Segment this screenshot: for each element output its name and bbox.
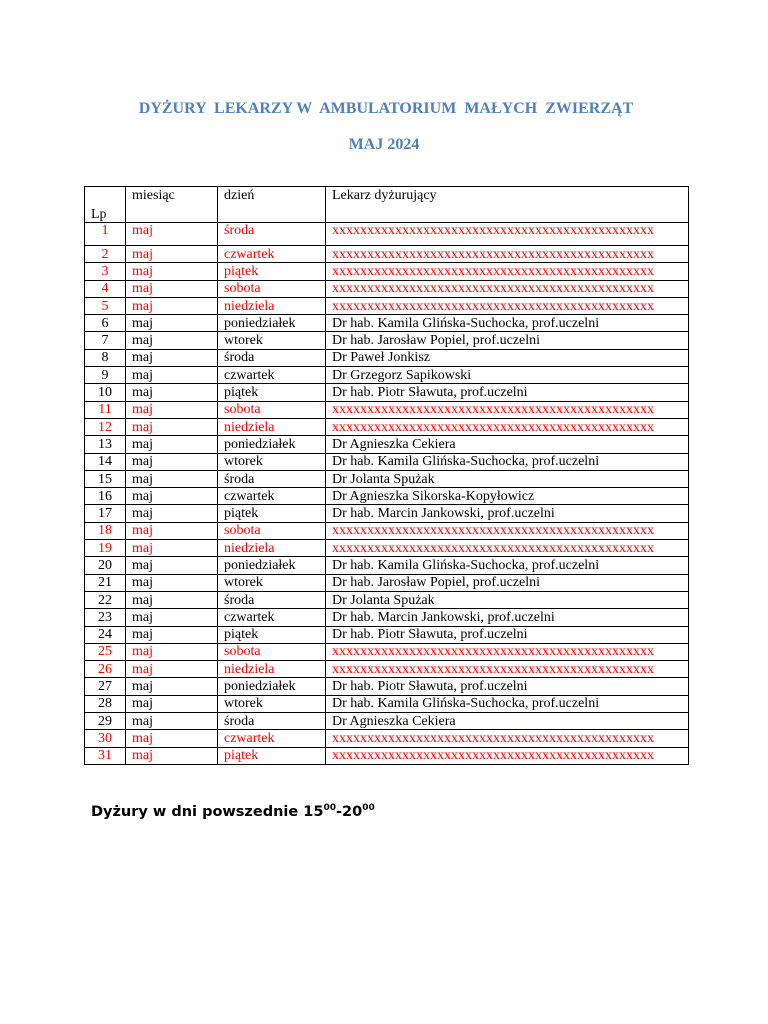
cell-month: maj xyxy=(126,263,218,280)
cell-doctor: Dr Paweł Jonkisz xyxy=(326,349,689,366)
cell-doctor: Dr hab. Piotr Sławuta, prof.uczelni xyxy=(326,626,689,643)
cell-doctor: Dr hab. Jarosław Popiel, prof.uczelni xyxy=(326,574,689,591)
cell-day: wtorek xyxy=(218,574,326,591)
cell-lp: 7 xyxy=(85,332,126,349)
table-row xyxy=(85,488,689,505)
cell-doctor: xxxxxxxxxxxxxxxxxxxxxxxxxxxxxxxxxxxxxxxxxxxxxx xyxy=(326,223,689,246)
cell-lp: 29 xyxy=(85,713,126,730)
cell-lp: 16 xyxy=(85,488,126,505)
hours-prefix: Dyżury w dni powszednie 15 xyxy=(91,804,324,820)
cell-day: wtorek xyxy=(218,695,326,712)
cell-doctor: xxxxxxxxxxxxxxxxxxxxxxxxxxxxxxxxxxxxxxxxxxxxxx xyxy=(326,522,689,539)
cell-lp: 30 xyxy=(85,730,126,747)
table-row xyxy=(85,505,689,522)
cell-day: poniedziałek xyxy=(218,557,326,574)
cell-day: środa xyxy=(218,349,326,366)
cell-doctor: Dr hab. Kamila Glińska-Suchocka, prof.uczelni xyxy=(326,695,689,712)
cell-doctor: xxxxxxxxxxxxxxxxxxxxxxxxxxxxxxxxxxxxxxxxxxxxxx xyxy=(326,661,689,678)
cell-doctor: xxxxxxxxxxxxxxxxxxxxxxxxxxxxxxxxxxxxxxxxxxxxxx xyxy=(326,246,689,263)
cell-day: niedziela xyxy=(218,661,326,678)
cell-month: maj xyxy=(126,280,218,297)
cell-month: maj xyxy=(126,695,218,712)
cell-month: maj xyxy=(126,436,218,453)
cell-lp: 22 xyxy=(85,591,126,608)
cell-doctor: Dr hab. Jarosław Popiel, prof.uczelni xyxy=(326,332,689,349)
cell-month: maj xyxy=(126,367,218,384)
cell-day: czwartek xyxy=(218,367,326,384)
cell-day: czwartek xyxy=(218,246,326,263)
cell-month: maj xyxy=(126,609,218,626)
cell-lp: 13 xyxy=(85,436,126,453)
table-row xyxy=(85,661,689,678)
cell-lp: 15 xyxy=(85,470,126,487)
table-row xyxy=(85,557,689,574)
weekday-hours-note xyxy=(91,804,375,820)
cell-lp: 31 xyxy=(85,747,126,764)
cell-doctor: xxxxxxxxxxxxxxxxxxxxxxxxxxxxxxxxxxxxxxxxxxxxxx xyxy=(326,540,689,557)
cell-lp: 11 xyxy=(85,401,126,418)
cell-month: maj xyxy=(126,488,218,505)
cell-lp: 17 xyxy=(85,505,126,522)
cell-doctor: Dr hab. Marcin Jankowski, prof.uczelni xyxy=(326,609,689,626)
cell-month: maj xyxy=(126,401,218,418)
header-month: miesiąc xyxy=(126,187,218,223)
cell-day: niedziela xyxy=(218,418,326,435)
table-row xyxy=(85,522,689,539)
cell-doctor: xxxxxxxxxxxxxxxxxxxxxxxxxxxxxxxxxxxxxxxxxxxxxx xyxy=(326,401,689,418)
cell-lp: 12 xyxy=(85,418,126,435)
cell-day: sobota xyxy=(218,401,326,418)
cell-month: maj xyxy=(126,384,218,401)
header-day: dzień xyxy=(218,187,326,223)
table-row xyxy=(85,470,689,487)
cell-doctor: Dr Agnieszka Cekiera xyxy=(326,713,689,730)
cell-lp: 18 xyxy=(85,522,126,539)
cell-lp: 14 xyxy=(85,453,126,470)
cell-day: czwartek xyxy=(218,488,326,505)
table-body xyxy=(85,223,689,765)
cell-month: maj xyxy=(126,591,218,608)
cell-doctor: Dr hab. Kamila Glińska-Suchocka, prof.uczelni xyxy=(326,557,689,574)
cell-day: czwartek xyxy=(218,609,326,626)
cell-day: piątek xyxy=(218,626,326,643)
cell-month: maj xyxy=(126,418,218,435)
cell-doctor: xxxxxxxxxxxxxxxxxxxxxxxxxxxxxxxxxxxxxxxxxxxxxx xyxy=(326,730,689,747)
table-row xyxy=(85,730,689,747)
cell-month: maj xyxy=(126,678,218,695)
cell-day: środa xyxy=(218,470,326,487)
cell-doctor: Dr hab. Kamila Glińska-Suchocka, prof.uczelni xyxy=(326,315,689,332)
cell-day: poniedziałek xyxy=(218,315,326,332)
cell-day: poniedziałek xyxy=(218,436,326,453)
hours-end-minutes: 00 xyxy=(362,803,375,813)
cell-day: niedziela xyxy=(218,297,326,314)
table-row xyxy=(85,574,689,591)
cell-month: maj xyxy=(126,557,218,574)
cell-day: piątek xyxy=(218,384,326,401)
cell-doctor: Dr hab. Piotr Sławuta, prof.uczelni xyxy=(326,678,689,695)
table-header-row xyxy=(85,187,689,223)
cell-day: sobota xyxy=(218,643,326,660)
cell-doctor: Dr Jolanta Spużak xyxy=(326,591,689,608)
cell-lp: 6 xyxy=(85,315,126,332)
duty-schedule-table xyxy=(84,186,689,765)
cell-doctor: Dr Agnieszka Sikorska-Kopyłowicz xyxy=(326,488,689,505)
cell-month: maj xyxy=(126,540,218,557)
table-row xyxy=(85,263,689,280)
table-row xyxy=(85,401,689,418)
table-row xyxy=(85,591,689,608)
cell-day: piątek xyxy=(218,505,326,522)
cell-month: maj xyxy=(126,505,218,522)
cell-doctor: xxxxxxxxxxxxxxxxxxxxxxxxxxxxxxxxxxxxxxxxxxxxxx xyxy=(326,418,689,435)
document-subtitle: MAJ 2024 xyxy=(348,136,420,153)
header-doctor: Lekarz dyżurujący xyxy=(326,187,689,223)
cell-month: maj xyxy=(126,349,218,366)
table-row xyxy=(85,626,689,643)
table-row xyxy=(85,297,689,314)
cell-month: maj xyxy=(126,626,218,643)
cell-doctor: Dr Grzegorz Sapikowski xyxy=(326,367,689,384)
cell-lp: 25 xyxy=(85,643,126,660)
cell-month: maj xyxy=(126,470,218,487)
cell-month: maj xyxy=(126,246,218,263)
cell-month: maj xyxy=(126,574,218,591)
cell-month: maj xyxy=(126,223,218,246)
table-row xyxy=(85,332,689,349)
document-title: DYŻURY LEKARZY W AMBULATORIUM MAŁYCH ZWIERZĄT xyxy=(138,100,634,117)
cell-lp: 4 xyxy=(85,280,126,297)
cell-day: środa xyxy=(218,223,326,246)
hours-separator: -20 xyxy=(335,804,363,820)
table-row xyxy=(85,643,689,660)
table-row xyxy=(85,223,689,246)
cell-month: maj xyxy=(126,297,218,314)
cell-day: czwartek xyxy=(218,730,326,747)
cell-lp: 1 xyxy=(85,223,126,246)
cell-day: sobota xyxy=(218,522,326,539)
hours-start-minutes: 00 xyxy=(323,803,336,813)
cell-lp: 28 xyxy=(85,695,126,712)
cell-lp: 26 xyxy=(85,661,126,678)
table-row xyxy=(85,540,689,557)
cell-doctor: Dr Jolanta Spużak xyxy=(326,470,689,487)
table-row xyxy=(85,349,689,366)
table-row xyxy=(85,384,689,401)
cell-month: maj xyxy=(126,747,218,764)
cell-day: poniedziałek xyxy=(218,678,326,695)
cell-day: środa xyxy=(218,713,326,730)
cell-day: niedziela xyxy=(218,540,326,557)
cell-lp: 21 xyxy=(85,574,126,591)
cell-lp: 8 xyxy=(85,349,126,366)
cell-lp: 23 xyxy=(85,609,126,626)
cell-doctor: xxxxxxxxxxxxxxxxxxxxxxxxxxxxxxxxxxxxxxxxxxxxxx xyxy=(326,643,689,660)
cell-doctor: Dr hab. Piotr Sławuta, prof.uczelni xyxy=(326,384,689,401)
cell-doctor: xxxxxxxxxxxxxxxxxxxxxxxxxxxxxxxxxxxxxxxxxxxxxx xyxy=(326,297,689,314)
table-row xyxy=(85,609,689,626)
cell-lp: 3 xyxy=(85,263,126,280)
cell-day: piątek xyxy=(218,747,326,764)
header-lp: Lp xyxy=(85,187,126,223)
table-row xyxy=(85,436,689,453)
cell-doctor: xxxxxxxxxxxxxxxxxxxxxxxxxxxxxxxxxxxxxxxxxxxxxx xyxy=(326,280,689,297)
cell-month: maj xyxy=(126,730,218,747)
cell-doctor: Dr Agnieszka Cekiera xyxy=(326,436,689,453)
cell-month: maj xyxy=(126,315,218,332)
cell-lp: 27 xyxy=(85,678,126,695)
cell-day: wtorek xyxy=(218,332,326,349)
cell-month: maj xyxy=(126,453,218,470)
table-row xyxy=(85,246,689,263)
cell-month: maj xyxy=(126,332,218,349)
cell-day: sobota xyxy=(218,280,326,297)
table-row xyxy=(85,367,689,384)
cell-lp: 24 xyxy=(85,626,126,643)
cell-doctor: Dr hab. Marcin Jankowski, prof.uczelni xyxy=(326,505,689,522)
cell-doctor: Dr hab. Kamila Glińska-Suchocka, prof.uczelni xyxy=(326,453,689,470)
cell-doctor: xxxxxxxxxxxxxxxxxxxxxxxxxxxxxxxxxxxxxxxxxxxxxx xyxy=(326,263,689,280)
table-row xyxy=(85,315,689,332)
table-row xyxy=(85,280,689,297)
cell-lp: 20 xyxy=(85,557,126,574)
table-row xyxy=(85,713,689,730)
cell-lp: 19 xyxy=(85,540,126,557)
table-row xyxy=(85,418,689,435)
table-row xyxy=(85,678,689,695)
cell-lp: 5 xyxy=(85,297,126,314)
cell-lp: 9 xyxy=(85,367,126,384)
table-row xyxy=(85,695,689,712)
cell-month: maj xyxy=(126,713,218,730)
cell-month: maj xyxy=(126,522,218,539)
cell-day: wtorek xyxy=(218,453,326,470)
table-row xyxy=(85,453,689,470)
cell-lp: 10 xyxy=(85,384,126,401)
cell-month: maj xyxy=(126,661,218,678)
cell-lp: 2 xyxy=(85,246,126,263)
table-row xyxy=(85,747,689,764)
cell-day: środa xyxy=(218,591,326,608)
cell-day: piątek xyxy=(218,263,326,280)
cell-month: maj xyxy=(126,643,218,660)
cell-doctor: xxxxxxxxxxxxxxxxxxxxxxxxxxxxxxxxxxxxxxxxxxxxxx xyxy=(326,747,689,764)
